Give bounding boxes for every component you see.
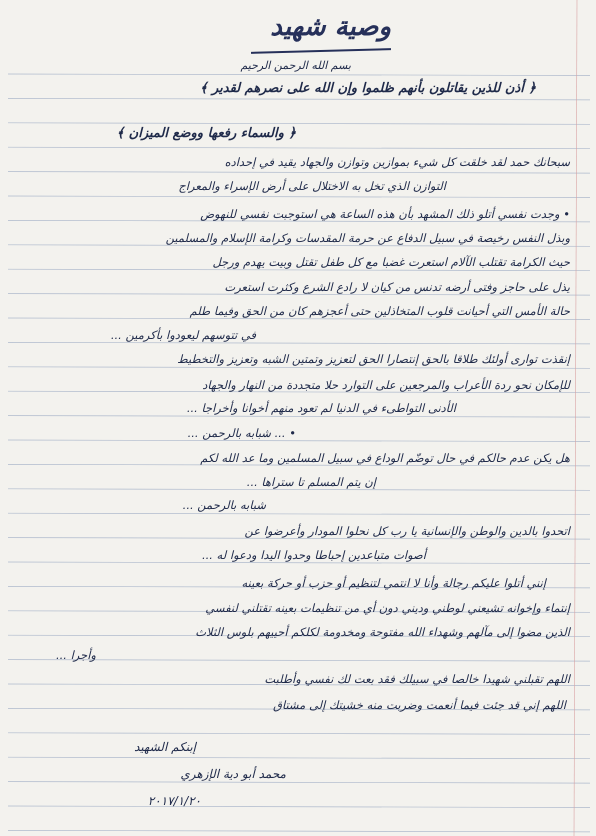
signature-closing: إبنكم الشهيد (134, 740, 196, 754)
text-line: شبابه بالرحمن ... (182, 498, 266, 512)
text-line: وأجرا ... (55, 648, 96, 662)
signature-name: محمد أبو دية الإزهري (180, 767, 286, 781)
text-line: حالة الأمس التي أحيانت قلوب المتخاذلين حتى أعجزهم كان من الحق وفيما طلم (189, 304, 570, 318)
text-line: الذين مضوا إلى مآلهم وشهداء الله مفتوحة ومخدومة لكلكم أحييهم بلوس الثلاث (195, 625, 570, 639)
text-line: اللهم إني قد جئت فيما أنعمت وضربت منه خشيتك إلى مشتاق (273, 698, 566, 712)
text-line: يذل على حاجز وفتى أرضه تدنس من كيان لا رادع الشرع وكثرت استعرت (224, 280, 570, 294)
text-line: في تتوسهم ليعودوا بأكرمين ... (110, 328, 256, 342)
text-line: ﴿ والسماء رفعها ووضع الميزان ﴾ (116, 126, 296, 141)
text-line: اتحدوا بالدين والوطن والإنسانية يا رب كل نحلوا المودار وأعرضوا عن (244, 524, 570, 538)
text-line: التوازن الذي تخل به الاختلال على أرض الإسراء والمعراج (178, 179, 446, 193)
text-line: الأدنى التواطىء في الدنيا لم تعود منهم أخوانا وأخراجا ... (186, 401, 456, 415)
text-line: إنتماء وإخوانه تشيعني لوطني وديني دون أي من تنظيمات بعينه تقتلني لنفسي (205, 601, 570, 615)
text-line: أصوات متباعدين إحباطا وحدوا اليدا ودعوا له ... (201, 548, 426, 562)
text-line: • ... شبابه بالرحمن ... (187, 426, 296, 440)
text-line: اللهم تقبلني شهيدا خالصا في سبيلك فقد بعت لك نفسي وأطلبت (264, 672, 570, 686)
text-line: هل يكن عدم حالكم في حال توضّم الوداع في سبيل المسلمين وما عد الله لكم (200, 451, 570, 465)
text-line: سبحانك حمد لقد خلقت كل شيء بموازين وتوازن والجهاد يقيد في إحداده (224, 155, 570, 169)
text-line: ﴿ أذن للذين يقاتلون بأنهم ظلموا وإن الله على نصرهم لقدير ﴾ (199, 81, 536, 96)
signature-date: ٢٠١٧/١/٢٠ (147, 794, 201, 808)
text-line: إنقذت توارى أولئك طلاقا بالحق إنتصارا الحق لتعزيز وتمتين الشبه وتعزيز والتخطيط (177, 352, 570, 366)
page-title: وصية شهيد (270, 12, 391, 42)
text-line: حيث الكرامة تقتلب الآلام استعرت غضبا مع كل طفل تقتل وبيت يهدم ورجل (212, 255, 570, 269)
text-line: • وجدت نفسي أتلو ذلك المشهد بأن هذه الساعة هي استوجبت نفسي للنهوض (200, 207, 570, 221)
text-line: إن يتم المسلم تا ستراها ... (246, 475, 376, 489)
text-line: إنني أتلوا عليكم رجالة وأنا لا انتمي لتنظيم أو حزب أو حركة بعينه (241, 576, 546, 590)
text-line: بسم الله الرحمن الرحيم (240, 59, 351, 72)
text-line: وبذل النفس رخيصة في سبيل الدفاع عن حرمة المقدسات وكرامة الإسلام والمسلمين (165, 231, 570, 245)
text-line: للإمكان نحو ردة الأعراب والمرجعين على التوارد حلا متجددة من النهار والجهاد (202, 378, 570, 392)
